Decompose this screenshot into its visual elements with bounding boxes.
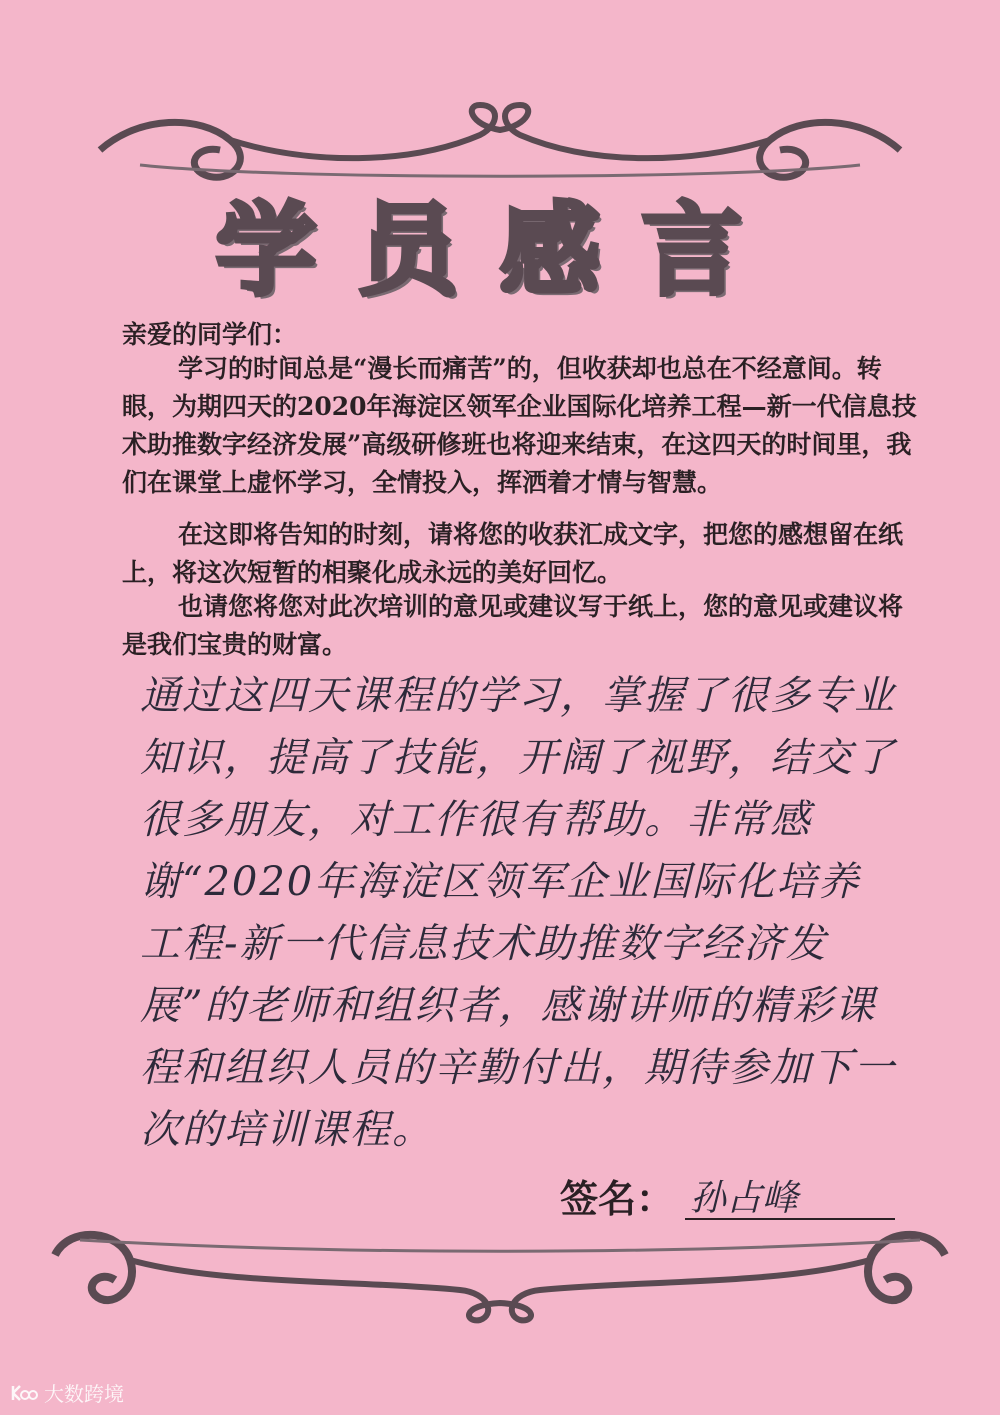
feedback-paragraph: 也请您将您对此次培训的意见或建议写于纸上，您的意见或建议将是我们宝贵的财富。	[122, 592, 904, 659]
intro-paragraph: 学习的时间总是“漫长而痛苦”的，但收获却也总在不经意间。转眼，为期四天的2020年海淀区领军企业国际化培养工程—新一代信息技术助推数字经济发展”高级研修班也将迎来结束，在这四天的时间里，我们在课堂上虚怀学习，全情投入，挥洒着才情与智慧。	[122, 354, 917, 497]
signature-name: 孙占峰	[690, 1178, 799, 1219]
instruction-paragraph: 在这即将告知的时刻，请将您的收获汇成文字，把您的感想留在纸上，将这次短暂的相聚化成永远的美好回忆。	[122, 520, 904, 587]
watermark	[10, 1378, 124, 1407]
signature-label: 签名：	[560, 1176, 675, 1221]
top-scroll-ornament	[80, 95, 920, 195]
salutation-text: 亲爱的同学们：	[122, 320, 298, 349]
bottom-scroll-ornament	[40, 1215, 960, 1345]
watermark-logo-icon	[10, 1383, 38, 1403]
page-title: 学员感言	[216, 191, 784, 309]
handwritten-testimonial: 通过这四天课程的学习，掌握了很多专业知识，提高了技能，开阔了视野，结交了很多朋友，对工作很有帮助。非常感谢“2020年海淀区领军企业国际化培养工程-新一代信息技术助推数字经济发展”的老师和组织者，感谢讲师的精彩课程和组织人员的辛勤付出，期待参加下一次的培训课程。	[140, 673, 896, 1153]
watermark-text: 大数跨境	[44, 1382, 124, 1406]
